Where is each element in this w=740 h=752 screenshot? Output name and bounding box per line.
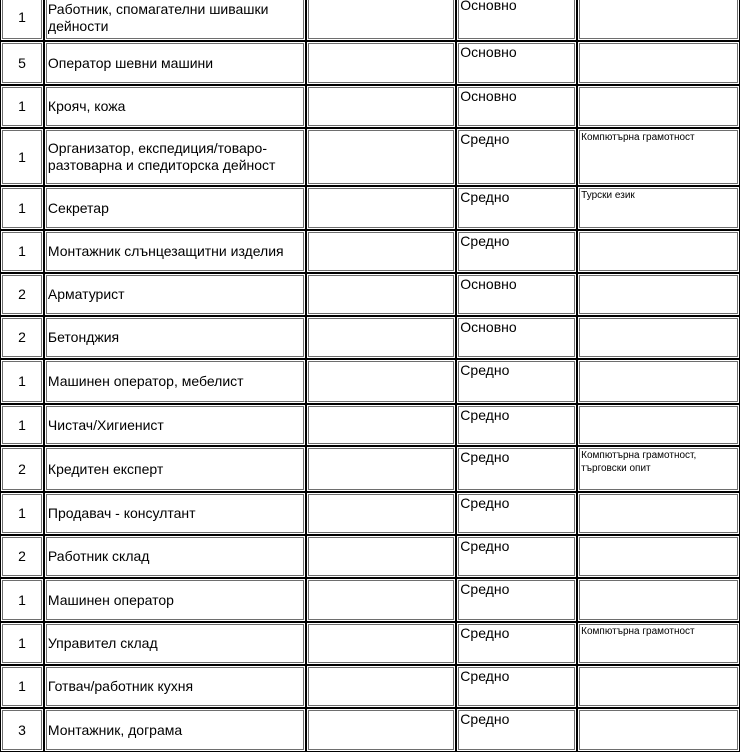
empty-cell [306,404,457,446]
education-cell: Основно [456,316,577,359]
education-cell: Средно [456,128,577,186]
table-row [0,273,740,316]
empty-cell [306,578,457,622]
job-title-cell: Арматурист [44,273,306,316]
table-row [0,41,740,85]
table-row [0,665,740,708]
count-cell: 3 [0,708,44,752]
count-cell: 2 [0,316,44,359]
notes-cell [577,665,740,708]
count-cell: 1 [0,665,44,708]
table-row [0,186,740,230]
count-cell: 1 [0,359,44,404]
notes-cell: Компютърна грамотност [577,128,740,186]
education-cell: Средно [456,446,577,492]
count-cell: 2 [0,446,44,492]
education-cell: Средно [456,230,577,273]
empty-cell [306,665,457,708]
table-row [0,622,740,665]
job-title-cell: Секретар [44,186,306,230]
education-cell: Средно [456,622,577,665]
job-title-cell: Готвач/работник кухня [44,665,306,708]
count-cell: 2 [0,273,44,316]
notes-cell [577,0,740,41]
table-row [0,578,740,622]
empty-cell [306,186,457,230]
empty-cell [306,535,457,578]
notes-cell: Турски език [577,186,740,230]
education-cell: Средно [456,578,577,622]
notes-cell [577,535,740,578]
empty-cell [306,41,457,85]
count-cell: 1 [0,128,44,186]
notes-cell [577,404,740,446]
empty-cell [306,492,457,535]
empty-cell [306,708,457,752]
education-cell: Средно [456,492,577,535]
table-row [0,230,740,273]
empty-cell [306,622,457,665]
count-cell: 5 [0,41,44,85]
notes-cell: Компютърна грамотност [577,622,740,665]
count-cell: 1 [0,492,44,535]
table-row [0,359,740,404]
table-row [0,0,740,41]
empty-cell [306,85,457,128]
education-cell: Средно [456,708,577,752]
table-row [0,708,740,752]
notes-cell [577,230,740,273]
notes-cell [577,41,740,85]
job-title-cell: Машинен оператор [44,578,306,622]
notes-cell [577,708,740,752]
count-cell: 1 [0,622,44,665]
table-row [0,316,740,359]
job-title-cell: Машинен оператор, мебелист [44,359,306,404]
education-cell: Средно [456,665,577,708]
table-row [0,535,740,578]
job-title-cell: Монтажник слънцезащитни изделия [44,230,306,273]
count-cell: 1 [0,230,44,273]
notes-cell [577,316,740,359]
job-title-cell: Продавач - консултант [44,492,306,535]
empty-cell [306,273,457,316]
empty-cell [306,316,457,359]
count-cell: 1 [0,578,44,622]
notes-cell [577,359,740,404]
education-cell: Основно [456,85,577,128]
notes-cell [577,273,740,316]
notes-cell: Компютърна грамотност, търговски опит [577,446,740,492]
count-cell: 2 [0,535,44,578]
empty-cell [306,359,457,404]
education-cell: Основно [456,41,577,85]
job-title-cell: Организатор, експедиция/товаро-разтоварна и спедиторска дейност [44,128,306,186]
job-title-cell: Управител склад [44,622,306,665]
notes-cell [577,492,740,535]
empty-cell [306,446,457,492]
count-cell: 1 [0,186,44,230]
table-row [0,85,740,128]
table-row [0,446,740,492]
education-cell: Основно [456,0,577,41]
table-row [0,404,740,446]
empty-cell [306,128,457,186]
job-title-cell: Работник склад [44,535,306,578]
job-title-cell: Работник, спомагателни шивашки дейности [44,0,306,41]
table-row [0,128,740,186]
education-cell: Средно [456,186,577,230]
job-title-cell: Монтажник, дограма [44,708,306,752]
empty-cell [306,0,457,41]
education-cell: Основно [456,273,577,316]
notes-cell [577,578,740,622]
job-title-cell: Крояч, кожа [44,85,306,128]
notes-cell [577,85,740,128]
education-cell: Средно [456,535,577,578]
empty-cell [306,230,457,273]
job-title-cell: Оператор шевни машини [44,41,306,85]
job-title-cell: Кредитен експерт [44,446,306,492]
count-cell: 1 [0,0,44,41]
table-row [0,492,740,535]
count-cell: 1 [0,404,44,446]
education-cell: Средно [456,404,577,446]
education-cell: Средно [456,359,577,404]
job-title-cell: Чистач/Хигиенист [44,404,306,446]
job-title-cell: Бетонджия [44,316,306,359]
count-cell: 1 [0,85,44,128]
